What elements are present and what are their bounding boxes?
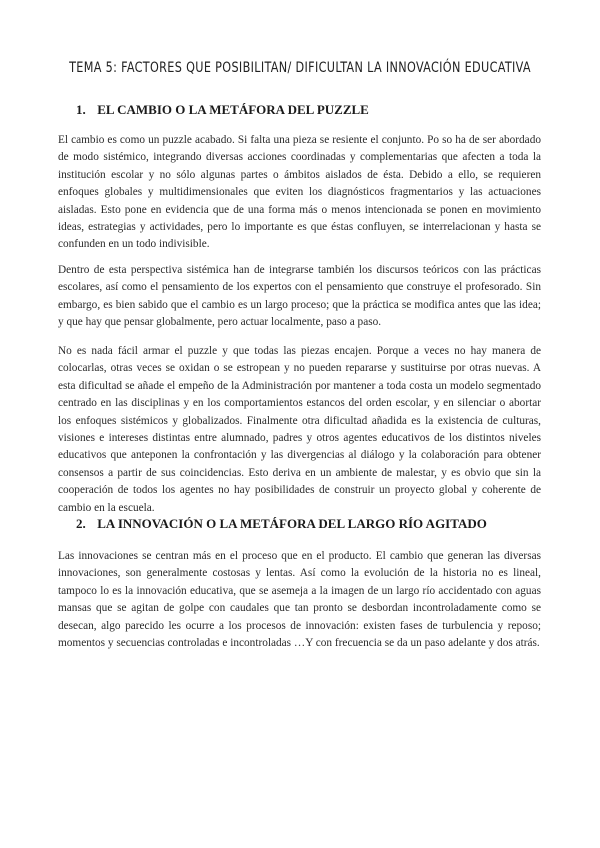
section-heading-text: LA INNOVACIÓN O LA METÁFORA DEL LARGO RÍO AGITADO <box>97 516 487 531</box>
paragraph: No es nada fácil armar el puzzle y que todas las piezas encajen. Porque a veces no hay manera de colocarlas, otras veces se oxidan o se estropean y no pueden repararse y sustituirse por otras nuevas. A esta dificultad se añade el empeño de la Administración por mantener a toda costa un modelo segmentado centrado en las disciplinas y en los comportamientos estancos del orden escolar, y en silenciar o abortar los enfoques sistémicos y globalizados. Finalmente otra dificultad añadida es la existencia de culturas, visiones e intereses distintas entre alumnado, padres y otros agentes educativos de los distintos niveles educativos que anteponen la confrontación y las divergencias al diálogo y la colaboración para obtener consensos a partir de sus coincidencias. Esto deriva en un ambiente de malestar, y es obvio que sin la cooperación de todos los agentes no hay posibilidades de construir un proyecto global y coherente de cambio en la escuela. <box>58 345 541 514</box>
section-number: 2. <box>76 516 86 531</box>
paragraph: Dentro de esta perspectiva sistémica han de integrarse también los discursos teóricos con las prácticas escolares, así como el pensamiento de los expertos con el pensamiento que construye el profesorado. Sin embargo, es bien sabido que el cambio es un largo proceso; que la práctica se modifica antes que las idea; y que hay que pensar globalmente, pero actuar localmente, paso a paso. <box>58 264 541 329</box>
paragraph: Las innovaciones se centran más en el proceso que en el producto. El cambio que generan las diversas innovaciones, son generalmente costosas y lentas. Así como la evolución de la historia no es lineal, tampoco lo es la innovación educativa, que se asemeja a la imagen de un largo río accidentado con aguas mansas que se agitan de golpe con caudales que tan pronto se desbordan incontroladamente como se desecan, algo parecido les ocurre a los procesos de innovación: existen fases de turbulencia y reposo; momentos y secuencias controladas e incontroladas …Y con frecuencia se da un paso adelante y dos atrás. <box>58 550 541 650</box>
paragraph: El cambio es como un puzzle acabado. Si falta una pieza se resiente el conjunto. Po so ha de ser abordado de modo sistémico, integrando diversas acciones coordinadas y complementarias que afecten a toda la institución escolar y no sólo algunas partes o ámbitos aislados de ésta. Debido a ello, se requieren enfoques globales y multidimensionales que eviten los diagnósticos fragmentarios y las actuaciones aisladas. Esto pone en evidencia que de una forma más o menos intencionada se ponen en movimiento ideas, estrategias y actividades, pero lo importante es que éstas confluyen, se interrelacionan y hasta se confunden en un todo indivisible. <box>58 134 541 251</box>
section-heading-1 <box>76 102 369 118</box>
section-heading-text: EL CAMBIO O LA METÁFORA DEL PUZZLE <box>97 102 369 117</box>
section-number: 1. <box>76 102 86 117</box>
section-heading-2 <box>76 516 487 532</box>
page-title: TEMA 5: FACTORES QUE POSIBILITAN/ DIFICULTAN LA INNOVACIÓN EDUCATIVA <box>69 60 531 76</box>
